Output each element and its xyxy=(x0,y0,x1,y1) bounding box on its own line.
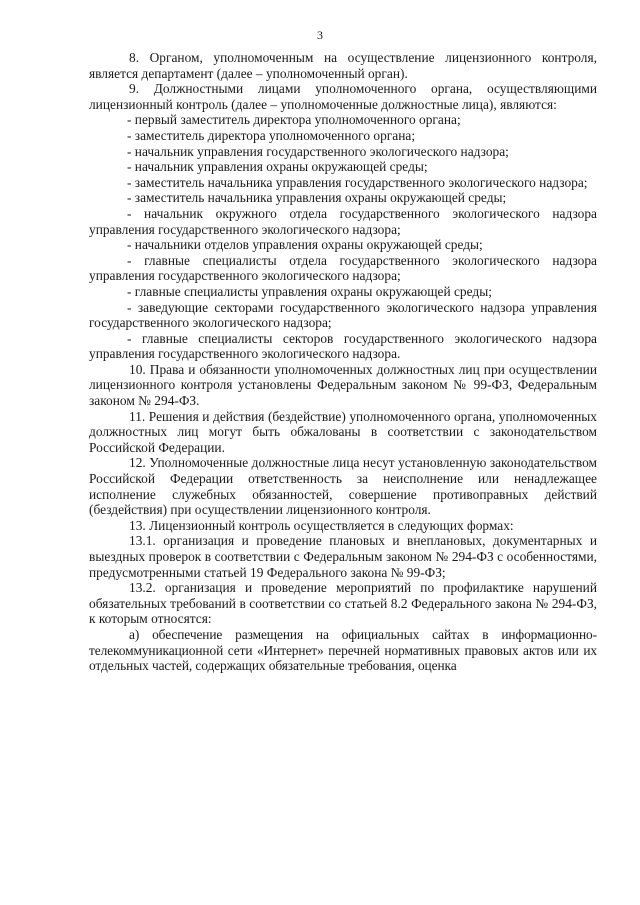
list-item: - главные специалисты секторов государственного экологического надзора управления государственного экологического надзора. xyxy=(89,330,597,362)
list-item: - начальники отделов управления охраны окружающей среды; xyxy=(127,237,483,253)
list-item: - главные специалисты отдела государственного экологического надзора управления государственного экологического надзора; xyxy=(89,252,597,284)
list-item: - первый заместитель директора уполномоченного органа; xyxy=(127,112,461,128)
paragraph: а) обеспечение размещения на официальных сайтах в информационно-телекоммуникационной сети «Интернет» перечней нормативных правовых актов или их отдельных частей, содержащих обязательные требования, оценка xyxy=(89,626,597,674)
paragraph: 12. Уполномоченные должностные лица несут установленную законодательством Российской Федерации ответственность за неисполнение или ненадлежащее исполнение служебных обязанностей, совершение противоправных действий (бездействия) при осуществлении лицензионного контроля. xyxy=(89,455,597,518)
paragraph: 13. Лицензионный контроль осуществляется в следующих формах: xyxy=(129,517,514,533)
list-item: - заместитель директора уполномоченного органа; xyxy=(127,127,416,143)
list-item: - главные специалисты управления охраны окружающей среды; xyxy=(127,283,492,299)
paragraph: 9. Должностными лицами уполномоченного органа, осуществляющими лицензионный контроль (далее – уполномоченные должностные лица), являются: xyxy=(89,81,597,112)
list-item: - заведующие секторами государственного экологического надзора управления государственного экологического надзора; xyxy=(89,299,597,331)
paragraph: 10. Права и обязанности уполномоченных должностных лиц при осуществлении лицензионного контроля установлены Федеральным законом № 99-ФЗ, Федеральным законом № 294-ФЗ. xyxy=(89,361,597,409)
list-item: - заместитель начальника управления охраны окружающей среды; xyxy=(127,190,507,206)
list-item: - заместитель начальника управления государственного экологического надзора; xyxy=(127,174,588,190)
list-item: - начальник окружного отдела государственного экологического надзора управления государственного экологического надзора; xyxy=(89,205,597,237)
document-body xyxy=(89,50,597,674)
list-item: - начальник управления государственного экологического надзора; xyxy=(127,143,509,159)
page-number: 3 xyxy=(317,28,323,42)
paragraph: 11. Решения и действия (бездействие) уполномоченного органа, уполномоченных должностных лиц могут быть обжалованы в соответствии с законодательством Российской Федерации. xyxy=(89,408,597,455)
paragraph: 8. Органом, уполномоченным на осуществление лицензионного контроля, является департамент (далее – уполномоченный орган). xyxy=(89,50,597,81)
paragraph: 13.2. организация и проведение мероприятий по профилактике нарушений обязательных требований в соответствии со статьей 8.2 Федерального закона № 294-ФЗ, к которым относятся: xyxy=(89,580,597,627)
paragraph: 13.1. организация и проведение плановых и внеплановых, документарных и выездных проверок в соответствии с Федеральным законом № 294-ФЗ с особенностями, предусмотренными статьей 19 Федерального закона № 99-ФЗ; xyxy=(89,533,597,580)
list-item: - начальник управления охраны окружающей среды; xyxy=(127,159,428,175)
